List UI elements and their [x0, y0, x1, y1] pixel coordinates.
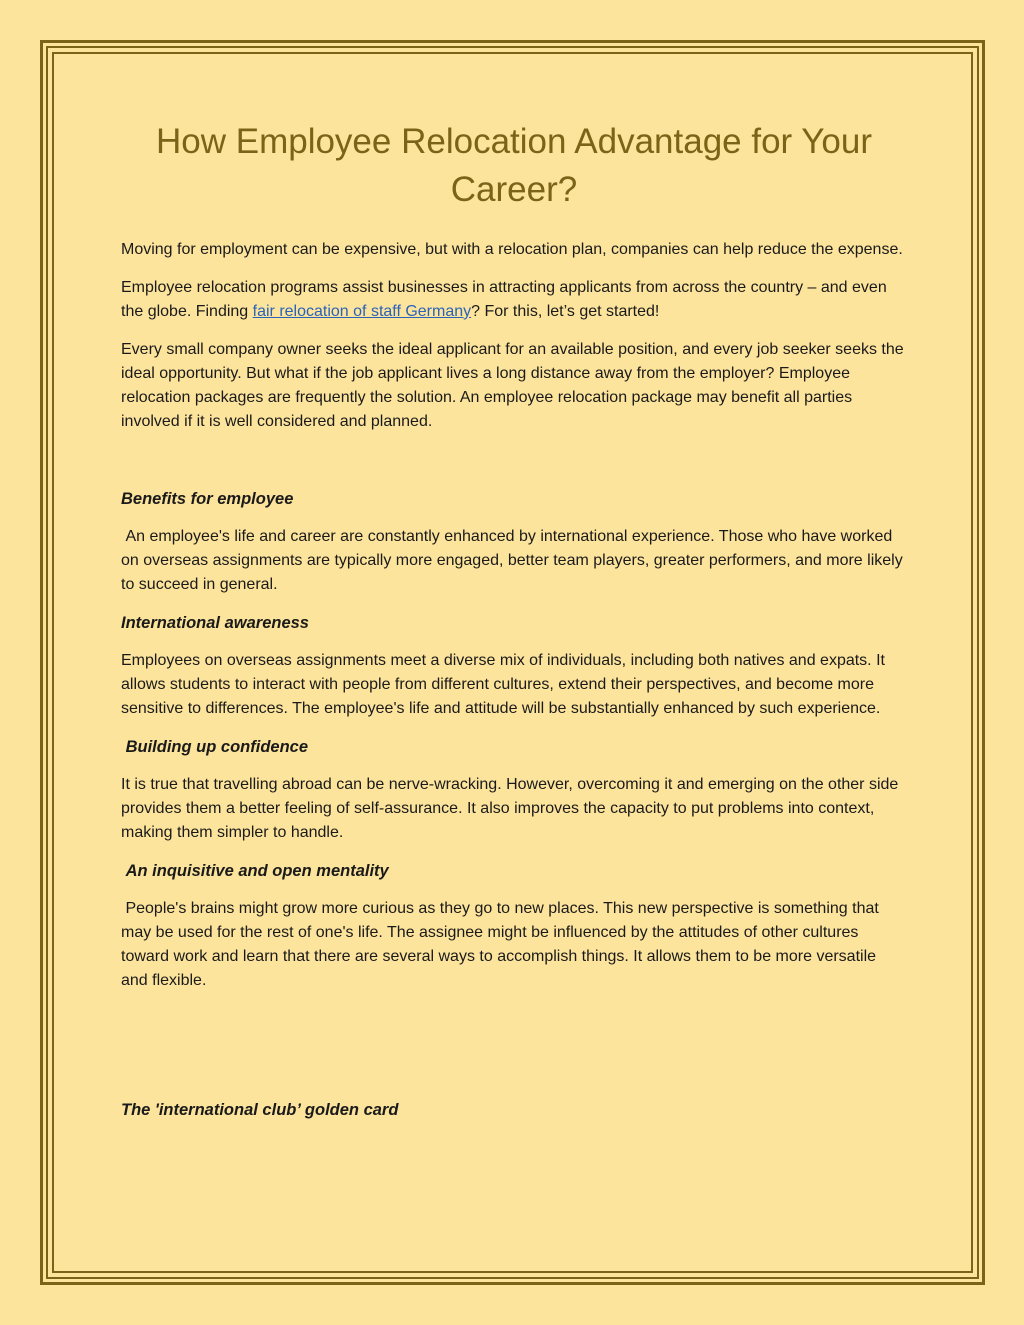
spacer	[121, 1007, 907, 1098]
programs-paragraph	[121, 276, 907, 324]
mentality-heading: An inquisitive and open mentality	[121, 862, 389, 880]
spacer	[121, 448, 907, 487]
document-body	[121, 118, 907, 1136]
programs-text-before: Employee relocation programs assist businesses in attracting applicants from across the country – and even the globe. Finding	[121, 279, 887, 320]
page-title: How Employee Relocation Advantage for Your Career?	[155, 122, 872, 209]
benefits-heading: Benefits for employee	[121, 490, 294, 508]
confidence-paragraph: It is true that travelling abroad can be nerve-wracking. However, overcoming it and emerging on the other side provides them a better feeling of self-assurance. It also improves the capacity to put problems into context, making them simpler to handle.	[121, 776, 899, 841]
golden-card-heading: The 'international club’ golden card	[121, 1101, 399, 1119]
mentality-paragraph: People's brains might grow more curious as they go to new places. This new perspective is something that may be used for the rest of one's life. The assignee might be influenced by the attitudes of other cultures toward work and learn that there are several ways to accomplish things. It allows them to be more versatile and flexible.	[121, 900, 884, 989]
relocation-germany-link[interactable]: fair relocation of staff Germany	[252, 303, 472, 320]
intro-paragraph: Moving for employment can be expensive, but with a relocation plan, companies can help reduce the expense.	[121, 241, 903, 258]
awareness-heading: International awareness	[121, 614, 309, 632]
programs-text-after: ? For this, let’s get started!	[471, 303, 660, 320]
confidence-heading: Building up confidence	[121, 738, 309, 756]
owner-paragraph: Every small company owner seeks the ideal applicant for an available position, and every job seeker seeks the ideal opportunity. But what if the job applicant lives a long distance away from the employer? Employee relocation packages are frequently the solution. An employee relocation package may benefit all parties involved if it is well considered and planned.	[121, 341, 904, 430]
benefits-paragraph: An employee's life and career are constantly enhanced by international experience. Those who have worked on overseas assignments are typically more engaged, better team players, greater performers, and more likely to succeed in general.	[121, 528, 908, 593]
awareness-paragraph: Employees on overseas assignments meet a diverse mix of individuals, including both natives and expats. It allows students to interact with people from different cultures, extend their perspectives, and become more sensitive to differences. The employee's life and attitude will be substantially enhanced by such experience.	[121, 652, 885, 717]
